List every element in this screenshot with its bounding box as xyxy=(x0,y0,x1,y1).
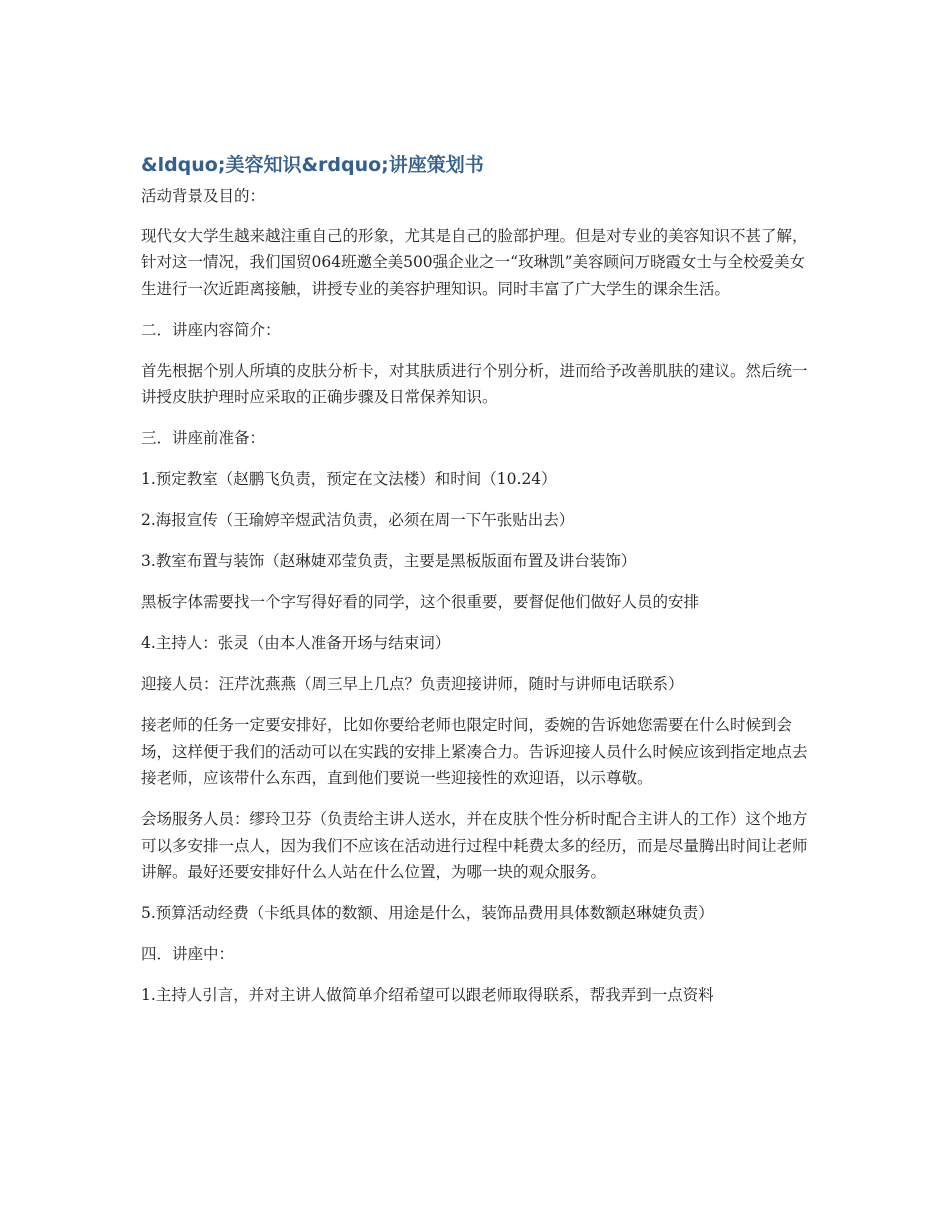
list-item-host-intro: 1.主持人引言，并对主讲人做简单介绍希望可以跟老师取得联系，帮我弄到一点资料 xyxy=(141,986,714,1004)
list-item-poster: 2.海报宣传（王瑜婷辛煜武洁负责，必须在周一下午张贴出去） xyxy=(141,511,575,529)
paragraph-content: 首先根据个别人所填的皮肤分析卡，对其肤质进行个别分析，进而给予改善肌肤的建议。然后统一讲授皮肤护理时应采取的正确步骤及日常保养知识。 xyxy=(141,361,808,406)
list-item-host: 4.主持人：张灵（由本人准备开场与结束词） xyxy=(141,634,451,652)
section-background-heading: 活动背景及目的： xyxy=(141,187,266,205)
section-content-heading: 二．讲座内容简介： xyxy=(141,320,281,339)
paragraph-reception-staff: 迎接人员：汪芹沈燕燕（周三早上几点？负责迎接讲师，随时与讲师电话联系） xyxy=(141,675,684,693)
section-during-heading: 四．讲座中： xyxy=(141,945,235,963)
paragraph-background: 现代女大学生越来越注重自己的形象，尤其是自己的脸部护理。但是对专业的美容知识不甚了解，针对这一情况，我们国贸064班邀全美500强企业之一“玫琳凯”美容顾问万晓霞女士与全校爱美女生进行一次近距离接触，讲授专业的美容护理知识。同时丰富了广大学生的课余生活。 xyxy=(141,226,808,298)
paragraph-venue-service: 会场服务人员：缪玲卫芬（负责给主讲人送水，并在皮肤个性分析时配合主讲人的工作）这个地方可以多安排一点人，因为我们不应该在活动进行过程中耗费太多的经历，而是尽量腾出时间让老师讲解。最好还要安排好什么人站在什么位置，为哪一块的观众服务。 xyxy=(141,810,808,881)
list-item-budget: 5.预算活动经费（卡纸具体的数额、用途是什么，装饰品费用具体数额赵琳婕负责） xyxy=(141,904,714,922)
section-preparation-heading: 三．讲座前准备： xyxy=(141,429,266,447)
document-title: &ldquo;美容知识&rdquo;讲座策划书 xyxy=(141,154,484,176)
document-page xyxy=(141,151,809,1023)
paragraph-reception-note: 接老师的任务一定要安排好，比如你要给老师也限定时间，委婉的告诉她您需要在什么时候到会场，这样便于我们的活动可以在实践的安排上紧凑合力。告诉迎接人员什么时候应该到指定地点去接老师，应该带什么东西，直到他们要说一些迎接性的欢迎语，以示尊敬。 xyxy=(141,716,808,787)
list-item-decoration: 3.教室布置与装饰（赵琳婕邓莹负责，主要是黑板版面布置及讲台装饰） xyxy=(141,552,637,570)
paragraph-blackboard-note: 黑板字体需要找一个字写得好看的同学，这个很重要，要督促他们做好人员的安排 xyxy=(141,593,700,611)
list-item-classroom: 1.预定教室（赵鹏飞负责，预定在文法楼）和时间（10.24） xyxy=(141,470,557,488)
